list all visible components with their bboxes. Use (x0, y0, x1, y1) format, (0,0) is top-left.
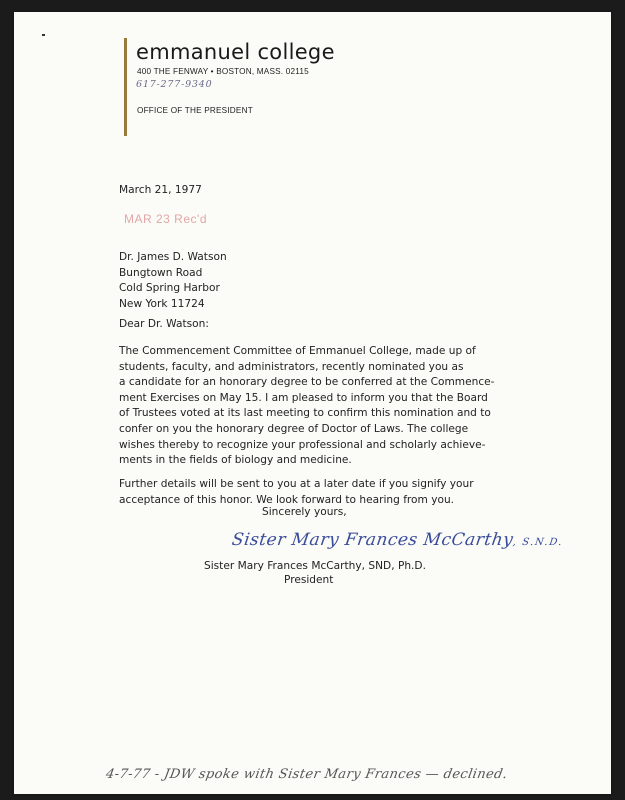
recipient-line: New York 11724 (119, 297, 205, 310)
institution-name: emmanuel college (136, 40, 335, 64)
paragraph-line: ments in the fields of biology and medicine. (119, 454, 352, 467)
pen-mark (42, 34, 45, 36)
recipient-address (119, 250, 227, 312)
handwritten-phone: 617-277-9340 (136, 79, 213, 90)
paragraph-line: ment Exercises on May 15. I am pleased to inform you that the Board (119, 391, 488, 404)
paragraph-line: Further details will be sent to you at a later date if you signify your (119, 478, 474, 490)
recipient-line: Dr. James D. Watson (119, 251, 227, 263)
institution-address: 400 THE FENWAY • BOSTON, MASS. 02115 (137, 67, 309, 76)
letter-date: March 21, 1977 (119, 184, 202, 196)
handwritten-note: 4-7-77 - JDW spoke with Sister Mary Frances — declined. (104, 767, 509, 782)
signature-suffix: , S.N.D. (512, 537, 564, 548)
received-stamp: MAR 23 Rec'd (124, 212, 207, 226)
signer-title: President (284, 574, 334, 586)
signer-name: Sister Mary Frances McCarthy, SND, Ph.D. (204, 560, 426, 572)
recipient-line: Cold Spring Harbor (119, 282, 220, 295)
body-paragraph-2 (119, 477, 474, 508)
office-line: OFFICE OF THE PRESIDENT (137, 106, 253, 115)
body-paragraph-1 (119, 344, 495, 469)
handwritten-signature (231, 530, 565, 550)
paragraph-line: confer on you the honorary degree of Doctor of Laws. The college (119, 422, 469, 435)
letterhead-bar (124, 38, 127, 136)
recipient-line: Bungtown Road (119, 266, 203, 279)
paragraph-line: acceptance of this honor. We look forward to hearing from you. (119, 493, 455, 506)
letter-page (14, 12, 611, 794)
paragraph-line: students, faculty, and administrators, recently nominated you as (119, 360, 464, 373)
paragraph-line: wishes thereby to recognize your professional and scholarly achieve- (119, 438, 486, 451)
signature-name: Sister Mary Frances McCarthy (230, 530, 515, 550)
paragraph-line: of Trustees voted at its last meeting to confirm this nomination and to (119, 407, 491, 420)
closing: Sincerely yours, (262, 506, 347, 518)
salutation: Dear Dr. Watson: (119, 318, 209, 330)
paragraph-line: The Commencement Committee of Emmanuel College, made up of (119, 345, 476, 357)
paragraph-line: a candidate for an honorary degree to be conferred at the Commence- (119, 376, 495, 389)
